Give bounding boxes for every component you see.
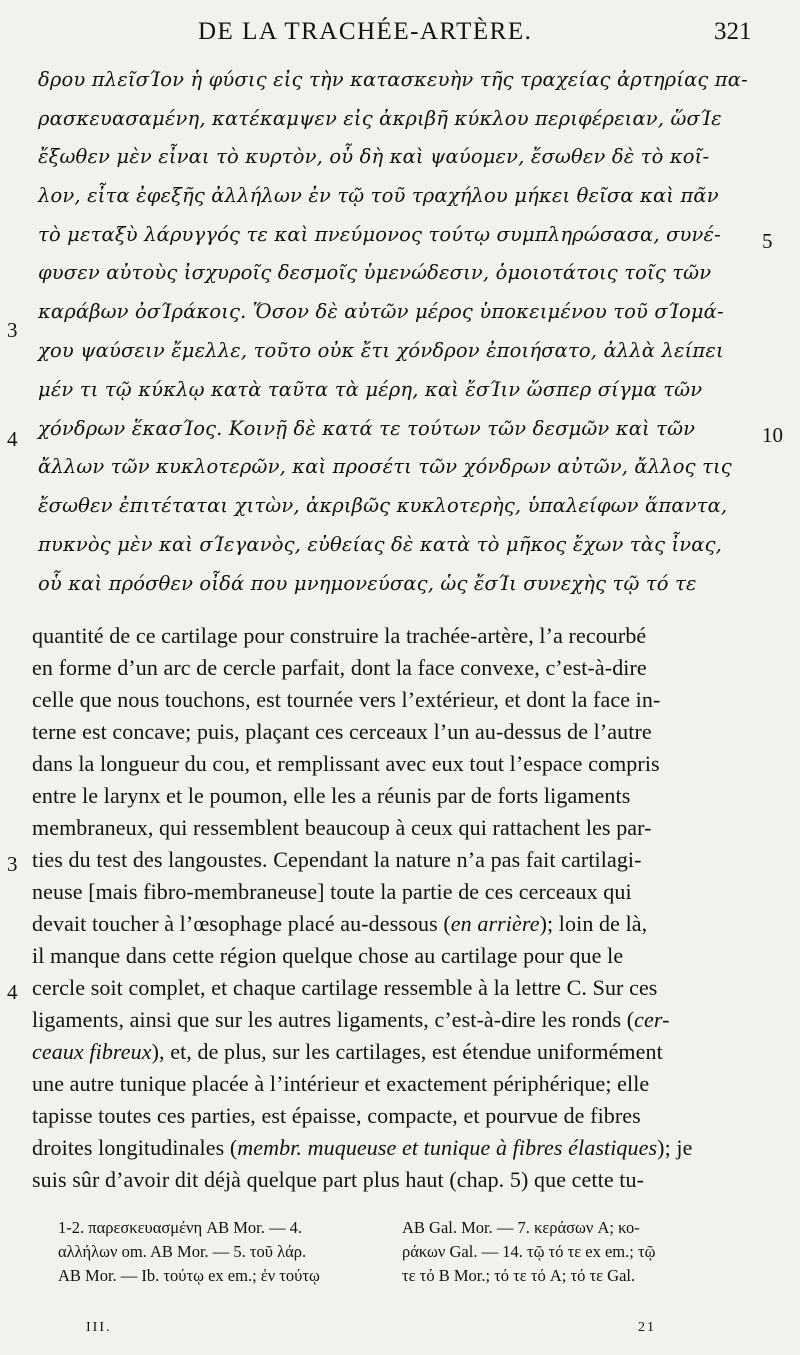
greek-line: τὸ μεταξὺ λάρυγγός τε καὶ πνεύμονος τούτῳ συμπληρώσασα, συνέ- [38,223,721,246]
margin-line-number: 4 [7,427,18,451]
margin-line-number: 4 [7,980,18,1004]
running-title: DE LA TRACHÉE-ARTÈRE. [198,18,533,45]
greek-line: οὗ καὶ πρόσθεν οἶδά που μνημονεύσας, ὡς ἔσΊι συνεχὴς τῷ τό τε [38,572,697,595]
greek-line: μέν τι τῷ κύκλῳ κατὰ ταῦτα τὰ μέρη, καὶ ἔσΊιν ὥσπερ σίγμα τῶν [38,378,703,401]
french-line: devait toucher à l’œsophage placé au-dessous (en arrière); loin de là, [32,911,648,936]
greek-line: ἔξωθεν μὲν εἶναι τὸ κυρτὸν, οὗ δὴ καὶ ψαύομεν, ἔσωθεν δὲ τὸ κοῖ- [38,145,710,168]
printer-signature: III. [86,1320,112,1335]
french-line: tapisse toutes ces parties, est épaisse, compacte, et pourvue de fibres [32,1103,641,1128]
french-line: en forme d’un arc de cercle parfait, dont la face convexe, c’est-à-dire [32,655,647,680]
footnote-col-right: τε τό B Mor.; τό τε τό A; τό τε Gal. [402,1266,636,1285]
margin-line-number: 5 [762,229,773,253]
greek-line: λον, εἶτα ἐφεξῆς ἀλλήλων ἐν τῷ τοῦ τραχήλου μήκει θεῖσα καὶ πᾶν [38,184,719,207]
greek-line: πυκνὸς μὲν καὶ σΊεγανὸς, εὐθείας δὲ κατὰ τὸ μῆκος ἔχων τὰς ἶνας, [38,533,723,556]
french-line: suis sûr d’avoir dit déjà quelque part plus haut (chap. 5) que cette tu- [32,1167,645,1192]
greek-line: φυσεν αὐτοὺς ἰσχυροῖς δεσμοῖς ὑμενώδεσιν, ὁμοιοτάτοις τοῖς τῶν [38,261,712,284]
footnote-col-left: αλλήλων om. AB Mor. — 5. τοῦ λάρ. [58,1242,307,1261]
french-line: ligaments, ainsi que sur les autres ligaments, c’est-à-dire les ronds (cer- [32,1007,670,1032]
greek-line: χόνδρων ἕκασΊος. Κοινῇ δὲ κατά τε τούτων τῶν δεσμῶν καὶ τῶν [38,417,696,440]
footnote-col-left: AB Mor. — Ib. τούτῳ ex em.; ἐν τούτῳ [58,1266,320,1285]
french-line: membraneux, qui ressemblent beaucoup à ceux qui rattachent les par- [32,815,652,840]
footnote-col-left: 1-2. παρεσκευασμένη AB Mor. — 4. [58,1218,303,1237]
footnote-col-right: ράκων Gal. — 14. τῷ τό τε ex em.; τῷ [402,1242,656,1261]
greek-line: καράβων ὀσΊράκοις. Ὅσον δὲ αὐτῶν μέρος ὑποκειμένου τοῦ σΊομά- [38,300,724,323]
footnote-row [48,1242,760,1264]
margin-line-number: 3 [7,318,18,342]
french-line: ceaux fibreux), et, de plus, sur les cartilages, est étendue uniformément [32,1039,663,1064]
greek-line: ρασκευασαμένη, κατέκαμψεν εἰς ἀκριβῆ κύκλου περιφέρειαν, ὥσΊε [38,107,722,130]
greek-line: δρου πλεῖσΊον ἡ φύσις εἰς τὴν κατασκευὴν τῆς τραχείας ἀρτηρίας πα- [38,68,748,91]
greek-line: ἔσωθεν ἐπιτέταται χιτὼν, ἀκριβῶς κυκλοτερὴς, ὑπαλείφων ἅπαντα, [38,494,728,517]
page-header [0,14,800,54]
french-line: cercle soit complet, et chaque cartilage ressemble à la lettre C. Sur ces [32,975,658,1000]
french-line: une autre tunique placée à l’intérieur et exactement périphérique; elle [32,1071,650,1096]
french-line: droites longitudinales (membr. muqueuse et tunique à fibres élastiques); je [32,1135,693,1160]
printer-signature-number: 21 [638,1320,656,1335]
greek-line: χου ψαύσειν ἔμελλε, τοῦτο οὐκ ἔτι χόνδρον ἐποιήσατο, ἀλλὰ λείπει [38,339,724,362]
page-number: 321 [714,18,752,45]
french-line: ties du test des langoustes. Cependant la nature n’a pas fait cartilagi- [32,847,642,872]
french-line: entre le larynx et le poumon, elle les a réunis par de forts ligaments [32,783,631,808]
french-line: celle que nous touchons, est tournée vers l’extérieur, et dont la face in- [32,687,661,712]
french-line: dans la longueur du cou, et remplissant avec eux tout l’espace compris [32,751,660,776]
footnote-row [48,1266,760,1288]
french-line: quantité de ce cartilage pour construire la trachée-artère, l’a recourbé [32,623,647,648]
french-line: neuse [mais fibro-membraneuse] toute la partie de ces cerceaux qui [32,879,632,904]
footnote-row [48,1218,760,1240]
greek-line: ἄλλων τῶν κυκλοτερῶν, καὶ προσέτι τῶν χόνδρων αὐτῶν, ἄλλος τις [38,455,732,478]
french-line: il manque dans cette région quelque chose au cartilage pour que le [32,943,624,968]
margin-line-number: 3 [7,852,18,876]
footnote-col-right: AB Gal. Mor. — 7. κεράσων A; κο- [402,1218,640,1237]
french-line: terne est concave; puis, plaçant ces cerceaux l’un au-dessus de l’autre [32,719,652,744]
margin-line-number: 10 [762,423,783,447]
